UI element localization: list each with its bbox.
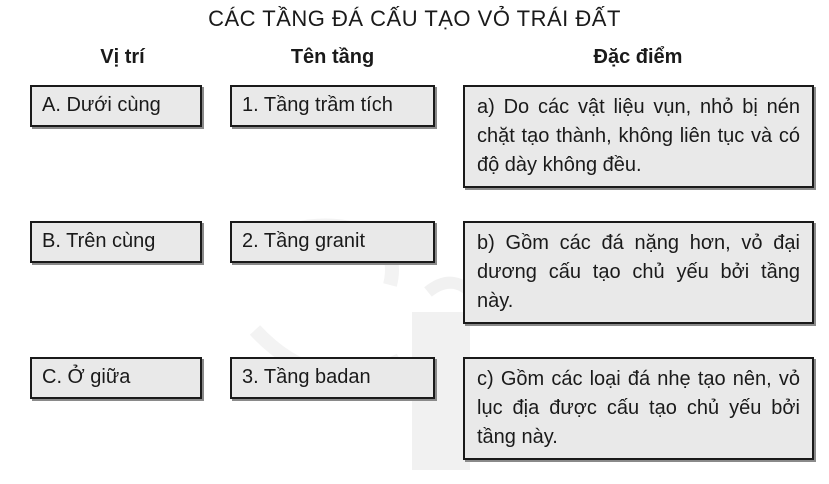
header-feature: Đặc điểm	[593, 46, 683, 68]
layer-1[interactable]: 1. Tầng trầm tích	[230, 85, 435, 127]
feature-b[interactable]: b) Gồm các đá nặng hơn, vỏ đại dương cấu tạo chủ yếu bởi tầng này.	[463, 221, 814, 324]
position-c[interactable]: C. Ở giữa	[30, 357, 202, 399]
layer-2[interactable]: 2. Tầng granit	[230, 221, 435, 263]
header-layer-name: Tên tầng	[290, 46, 375, 68]
layer-3[interactable]: 3. Tầng badan	[230, 357, 435, 399]
position-a[interactable]: A. Dưới cùng	[30, 85, 202, 127]
feature-c[interactable]: c) Gồm các loại đá nhẹ tạo nên, vỏ lục địa được cấu tạo chủ yếu bởi tầng này.	[463, 357, 814, 460]
header-position: Vị trí	[100, 46, 145, 68]
feature-a[interactable]: a) Do các vật liệu vụn, nhỏ bị nén chặt tạo thành, không liên tục và có độ dày không đều.	[463, 85, 814, 188]
position-b[interactable]: B. Trên cùng	[30, 221, 202, 263]
page-title: CÁC TẦNG ĐÁ CẤU TẠO VỎ TRÁI ĐẤT	[208, 6, 621, 31]
